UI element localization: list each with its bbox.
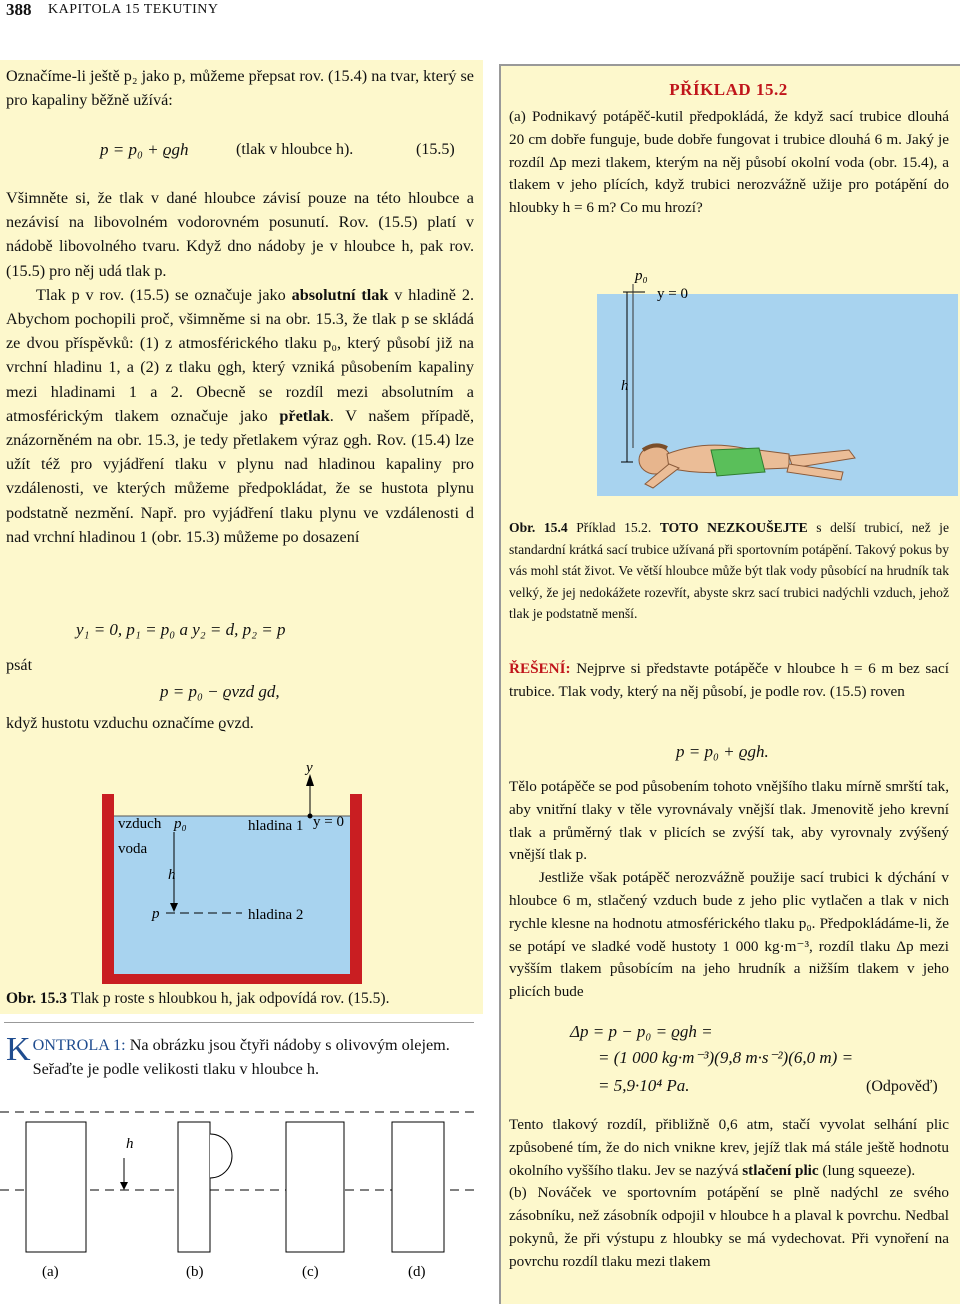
equation-15-5: p = p₀ + ϱgh (100, 140, 189, 159)
equation-solution-3: = (1 000 kg·m⁻³)(9,8 m·s⁻²)(6,0 m) = (598, 1048, 854, 1067)
label-c: (c) (302, 1264, 319, 1280)
p-label: p (152, 906, 160, 922)
page-number: 388 (6, 0, 32, 19)
p0-label: p₀ (174, 816, 187, 832)
lung-squeeze-paragraph: Tento tlakový rozdíl, přibližně 0,6 atm, stačí vyvolat selhání plic způsobené tím, že do nich vnikne krev, jejíž tlak má stále ještě hodnotu okolního vyššího tlaku. Jev se nazývá stlačení plic (lung squeeze). (b) Nováček ve sportovním potápění se plně nadýchl ze svého zásobníku, než zásobník odpojil v hloubce h a plaval k povrchu. Nedbal pokynů, že při výstupu z hloubky se má vydechovat. Při vynoření na povrchu rozdíl tlaku mezi tlakem (509, 1116, 949, 1270)
paragraph-intro: Označíme-li ještě p₂ jako p, můžeme přepsat rov. (15.4) na tvar, který se pro kapaliny běžně užívá: (6, 67, 474, 110)
vessel-b-bulge (210, 1134, 232, 1178)
kontrola-divider (4, 1022, 474, 1023)
caption-15-3: Obr. 15.3 Tlak p roste s hloubkou h, jak odpovídá rov. (15.5). (6, 990, 390, 1007)
fig154-h: h (621, 378, 629, 394)
kontrola-initial: K (6, 1031, 31, 1068)
vessel-c (286, 1122, 344, 1252)
kontrola-h-label: h (126, 1136, 134, 1152)
word-psat: psát (6, 656, 33, 674)
figure-kontrola (0, 1108, 480, 1288)
fig154-p0: p₀ (635, 268, 648, 284)
answer-label: (Odpověď) (866, 1078, 938, 1095)
solution-body: Tělo potápěče se pod působením tohoto vnějšího tlaku mírně smrští tak, aby vnitřní tlaky v těle vyrovnávaly vnější tlak. Jmenovitě jeho krevní tlak a průměrný tlak v plicích se zvýší tak, aby vyrovnaly zvýšený vnější tlak p. Jestliže však potápěč nerozvážně použije sací trubici k dýchání v hloubce 6 m, stlačený vzduch bude z jeho plic vytlačen a tlak v nich rychle klesne na hodnotu atmosférického tlaku p₀. Předpokládáme-li, že se potápí ve sladké vodě hustoty 1 000 kg·m⁻³, rozdíl tlaku Δp mezi vyšším tlakem působícím na jeho hrudník a nižším tlakem v jeho plicích bude (509, 778, 949, 1001)
kontrola-title: ONTROLA 1: (32, 1036, 126, 1054)
equation-air-pressure: p = p₀ − ϱvzd gd, (160, 682, 280, 701)
chapter-title: KAPITOLA 15 TEKUTINY (48, 2, 219, 17)
kontrola-text: Na obrázku jsou čtyři nádoby s olivovým olejem. Seřaďte je podle velikosti tlaku v hloubce h. (32, 1036, 450, 1078)
figure-15-3 (100, 752, 370, 984)
figure-15-4 (593, 262, 958, 500)
y-axis-label: y (306, 760, 313, 776)
example-part-a: (a) Podnikavý potápěč-kutil předpokládá, že když sací trubice dlouhá 20 cm dobře funguje, bude dobře fungovat i trubice dlouhá 6 m. Jaký je rozdíl Δp mezi tlakem, kterým na něj působí okolní voda (obr. 15.4), a tlakem v jeho plících, když trubici nerozvážně užije pro potápění do hloubky h = 6 m? Co mu hrozí? (509, 108, 949, 217)
page-header (0, 0, 960, 24)
equation-solution-2: Δp = p − p₀ = ϱgh = (570, 1022, 713, 1041)
solution-label: ŘEŠENÍ: (509, 660, 571, 677)
label-d: (d) (408, 1264, 426, 1280)
origin-dot (308, 814, 313, 819)
caption-15-4: Obr. 15.4 Příklad 15.2. TOTO NEZKOUŠEJTE s delší trubicí, než je standardní krátká sací trubice užívaná při sportovním potápění. Takový pokus by vás mohl stát život. Ve větší hloubce může být tlak vody působící na hrudník tak velký, že jej nedokážete rozevřít, abyste skrz sací trubici nadýchli vzduch, jehož tlak je podstatně menší. (509, 520, 949, 621)
kontrola-box (6, 1033, 476, 1081)
paragraph-air-density: když hustotu vzduchu označíme ϱvzd. (6, 714, 254, 732)
y-zero-label: y = 0 (313, 814, 344, 830)
water-label: voda (118, 841, 148, 857)
equation-15-5-note: (tlak v hloubce h). (236, 141, 354, 158)
equation-solution-1: p = p₀ + ϱgh. (676, 742, 769, 761)
vessel-b (178, 1122, 210, 1252)
water-region (114, 816, 350, 974)
equation-15-5-number: (15.5) (416, 141, 455, 158)
vessel-a (26, 1122, 86, 1252)
h-label: h (168, 867, 176, 883)
equation-solution-4: = 5,9·10⁴ Pa. (598, 1076, 690, 1095)
paragraph-pressure: Všimněte si, že tlak v dané hloubce závisí pouze na této hloubce a nezávisí na libovolném vodorovném posunutí. Rov. (15.5) platí v nádobě libovolného tvaru. Když dno nádoby je v hloubce h, pak rov. (15.5) pro něj udá tlak p. Tlak p v rov. (15.5) se označuje jako absolutní tlak v hladině 2. Abychom pochopili proč, všimněme si na obr. 15.3, že tlak p se skládá ze dvou příspěvků: (1) z atmosférického tlaku p₀, který působí již na vrchní hladinu 1, a (2) z tlaku ϱgh, který vzniká působením kapaliny mezi hladinami 1 a 2. Obecně se rozdíl mezi absolutním a atmosférickým tlakem označuje jako přetlak. V našem případě, znázorněném na obr. 15.3, je tedy přetlakem výraz ϱgh. Rov. (15.4) lze užít též pro vyjádření tlaku v plynu nad hladinou kapaliny pro vzdálenosti, ve kterých můžeme předpokládat, že se hustota plynu podstatně nezmění. Např. pro vyjádření tlaku plynu ve vzdálenosti d nad vrchní hladinou 1 (obr. 15.3) můžeme po dosazení (6, 189, 475, 546)
level-1-label: hladina 1 (248, 818, 304, 834)
label-b: (b) (186, 1264, 204, 1280)
equation-substitution: y₁ = 0, p₁ = p₀ a y₂ = d, p₂ = p (76, 620, 286, 639)
label-a: (a) (42, 1264, 59, 1280)
solution-intro: ŘEŠENÍ: Nejprve si představte potápěče v hloubce h = 6 m bez sací trubice. Tlak vody, který na něj působí, je podle rov. (15.5) roven (509, 660, 949, 700)
level-2-label: hladina 2 (248, 907, 304, 923)
air-label: vzduch (118, 816, 162, 832)
fig154-y0: y = 0 (657, 286, 688, 302)
vessel-d (392, 1122, 444, 1252)
example-title: PŘÍKLAD 15.2 (669, 80, 788, 99)
kontrola-h-arrowhead (120, 1182, 128, 1190)
